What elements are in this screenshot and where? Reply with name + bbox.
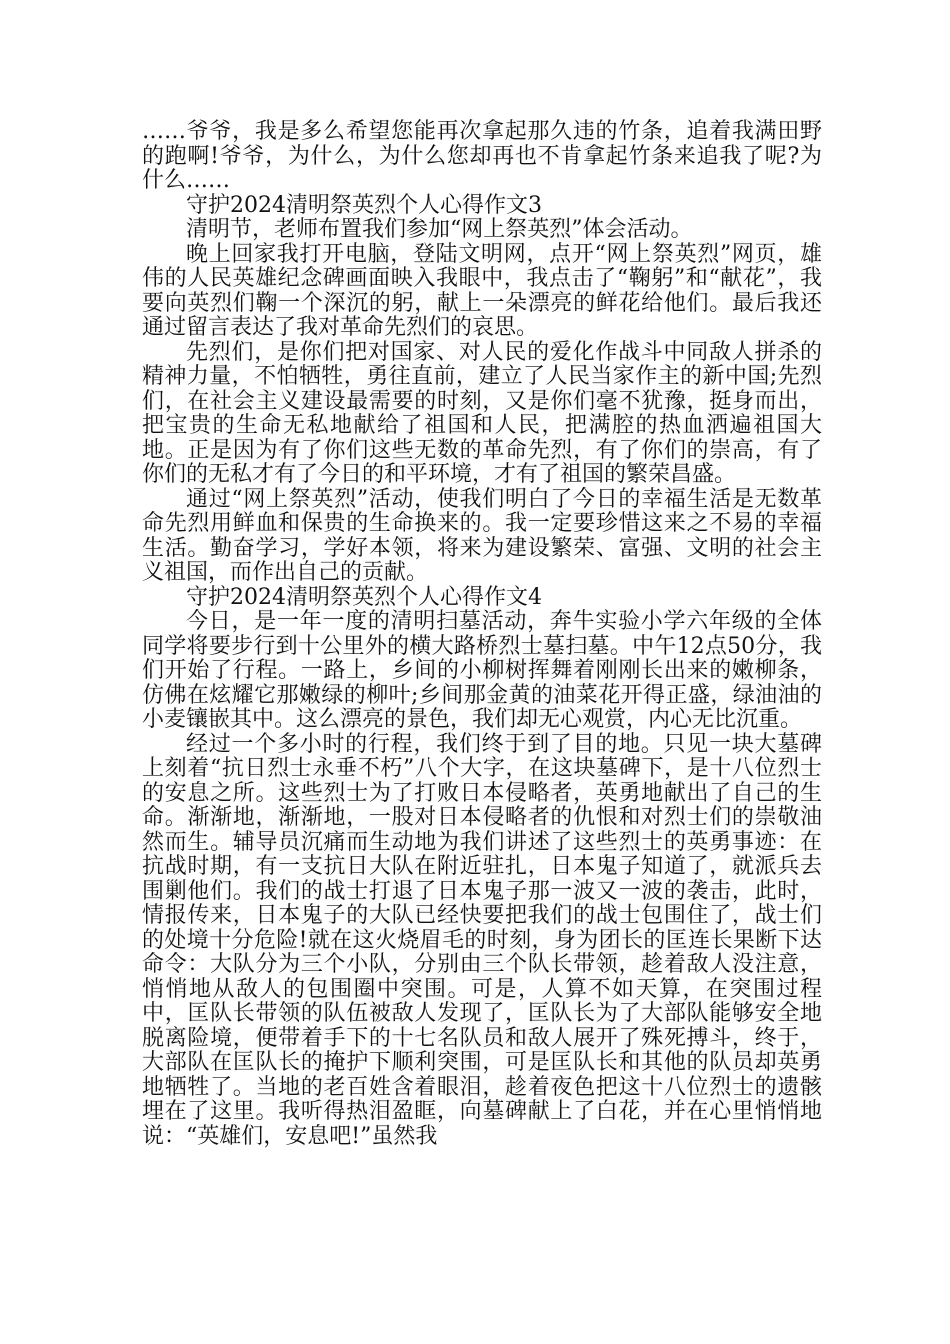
paragraph-intro: ……爷爷，我是多么希望您能再次拿起那久违的竹条，追着我满田野的跑啊!爷爷，为什么，为什么您却再也不肯拿起竹条来追我了呢?为什么…… <box>142 119 822 193</box>
paragraph: 清明节，老师布置我们参加“网上祭英烈”体会活动。 <box>186 217 693 242</box>
paragraph: 经过一个多小时的行程，我们终于到了目的地。只见一块大墓碑上刻着“抗日烈士永垂不朽”八个大字，在这块墓碑下，是十八位烈士的安息之所。这些烈士为了打败日本侵略者，英勇地献出了自己的生命。渐渐地，渐渐地，一股对日本侵略者的仇恨和对烈士们的崇敬油然而生。辅导员沉痛而生动地为我们讲述了这些烈士的英勇事迹：在抗战时期，有一支抗日大队在附近驻扎，日本鬼子知道了，就派兵去围剿他们。我们的战士打退了日本鬼子那一波又一波的袭击，此时，情报传来，日本鬼子的大队已经快要把我们的战士包围住了，战士们的处境十分危险!就在这火烧眉毛的时刻，身为团长的匡连长果断下达命令：大队分为三个小队，分别由三个队长带领，趁着敌人没注意，悄悄地从敌人的包围圈中突围。可是，人算不如天算，在突围过程中，匡队长带领的队伍被敌人发现了，匡队长为了大部队能够安全地脱离险境，便带着手下的十七名队员和敌人展开了殊死搏斗，终于，大部队在匡队长的掩护下顺利突围，可是匡队长和其他的队员却英勇地牺牲了。当地的老百姓含着眼泪，趁着夜色把这十八位烈士的遗骸埋在了这里。我听得热泪盈眶，向墓碑献上了白花，并在心里悄悄地说：“英雄们，安息吧!”虽然我 <box>142 731 822 1149</box>
paragraph: 先烈们，是你们把对国家、对人民的爱化作战斗中同敌人拼杀的精神力量，不怕牺牲，勇往直前，建立了人民当家作主的新中国;先烈们，在社会主义建设最需要的时刻，又是你们毫不犹豫，挺身而出，把宝贵的生命无私地献给了祖国和人民，把满腔的热血洒遍祖国大地。正是因为有了你们这些无数的革命先烈，有了你们的崇高，有了你们的无私才有了今日的和平环境，才有了祖国的繁荣昌盛。 <box>142 339 822 487</box>
section-heading-4: 守护2024清明祭英烈个人心得作文4 <box>186 584 542 610</box>
paragraph: 今日，是一年一度的清明扫墓活动，奔牛实验小学六年级的全体同学将要步行到十公里外的横大路桥烈士墓扫墓。中午12点50分，我们开始了行程。一路上，乡间的小柳树挥舞着刚刚长出来的嫩柳条，仿佛在炫耀它那嫩绿的柳叶;乡间那金黄的油菜花开得正盛，绿油油的小麦镶嵌其中。这么漂亮的景色，我们却无心观赏，内心无比沉重。 <box>142 609 822 732</box>
paragraph: 晚上回家我打开电脑，登陆文明网，点开“网上祭英烈”网页，雄伟的人民英雄纪念碑画面映入我眼中，我点击了“鞠躬”和“献花”，我要向英烈们鞠一个深沉的躬，献上一朵漂亮的鲜花给他们。最后我还通过留言表达了我对革命先烈们的哀思。 <box>142 241 822 340</box>
section-heading-3: 守护2024清明祭英烈个人心得作文3 <box>186 192 542 218</box>
document-body <box>142 120 822 1149</box>
paragraph: 通过“网上祭英烈”活动，使我们明白了今日的幸福生活是无数革命先烈用鲜血和保贵的生命换来的。我一定要珍惜这来之不易的幸福生活。勤奋学习，学好本领，将来为建设繁荣、富强、文明的社会主义祖国，而作出自己的贡献。 <box>142 486 822 585</box>
